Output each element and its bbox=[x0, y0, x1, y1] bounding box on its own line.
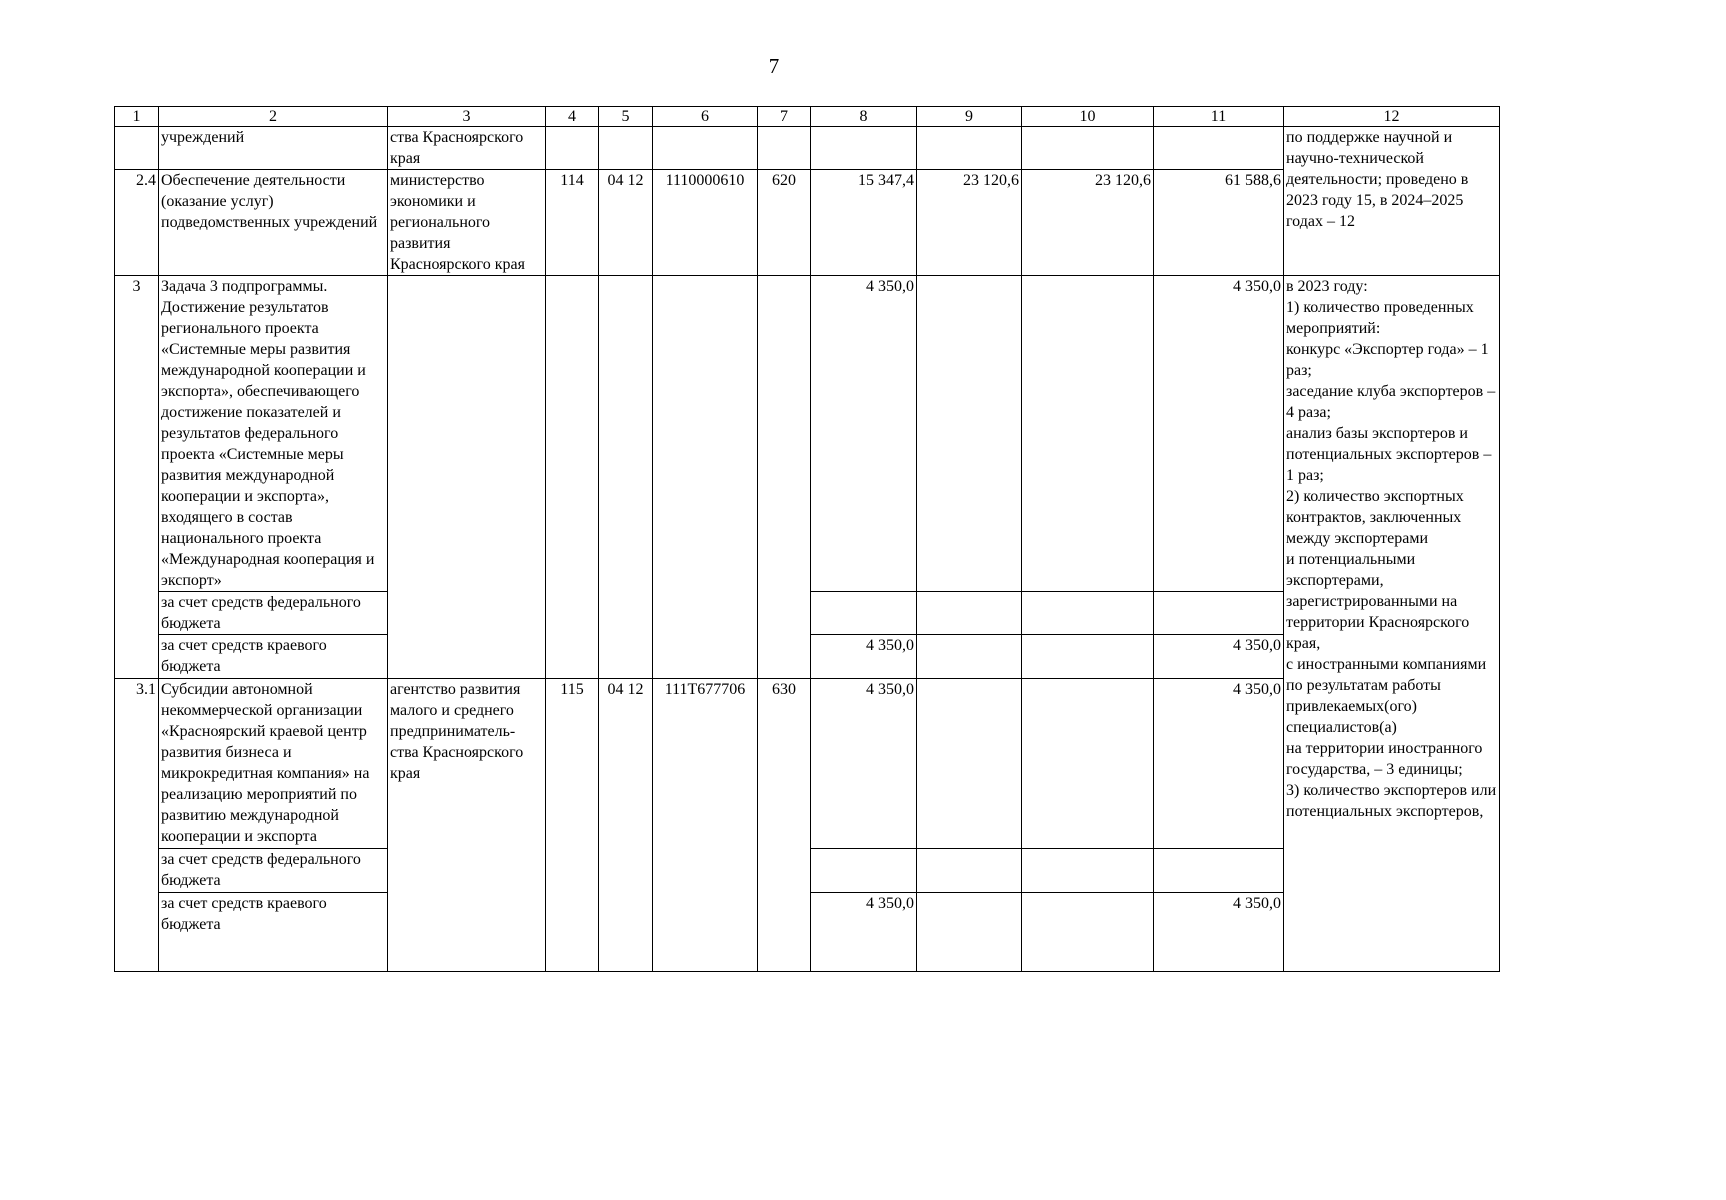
cell-grbs: 115 bbox=[546, 679, 599, 972]
cell-total: 4 350,0 bbox=[1154, 635, 1284, 679]
cell-result-top: по поддержке научной и научно-технической деятельности; проведено в 2023 году 15, в 2024–2025 годах – 12 bbox=[1284, 127, 1500, 276]
cell-2024 bbox=[917, 635, 1022, 679]
cell-vr: 620 bbox=[758, 170, 811, 276]
header-col-6: 6 bbox=[653, 107, 758, 127]
cell-rzpr: 04 12 bbox=[599, 679, 653, 972]
header-col-10: 10 bbox=[1022, 107, 1154, 127]
cell-vr: 630 bbox=[758, 679, 811, 972]
cell-name: учреждений bbox=[159, 127, 388, 170]
header-col-11: 11 bbox=[1154, 107, 1284, 127]
cell-administrator: агентство развития малого и среднего предприниматель-ства Красноярского края bbox=[388, 679, 546, 972]
cell-name: за счет средств федерального бюджета bbox=[159, 592, 388, 635]
header-row bbox=[115, 107, 1500, 127]
cell-name: за счет средств федерального бюджета bbox=[159, 849, 388, 893]
cell-2024 bbox=[917, 849, 1022, 893]
cell-number: 2.4 bbox=[115, 170, 159, 276]
cell-rzpr bbox=[599, 127, 653, 170]
cell-total: 4 350,0 bbox=[1154, 893, 1284, 972]
cell-total bbox=[1154, 592, 1284, 635]
cell-csr: 1110000610 bbox=[653, 170, 758, 276]
cell-name: за счет средств краевого бюджета bbox=[159, 893, 388, 972]
cell-grbs: 114 bbox=[546, 170, 599, 276]
cell-2024 bbox=[917, 679, 1022, 849]
cell-total: 4 350,0 bbox=[1154, 679, 1284, 849]
cell-administrator: ства Красноярского края bbox=[388, 127, 546, 170]
cell-name: Субсидии автономной некоммерческой организации «Красноярский краевой центр развития бизнеса и микрокредитная компания» на реализацию мероприятий по развитию международной кооперации и экспорта bbox=[159, 679, 388, 849]
header-col-4: 4 bbox=[546, 107, 599, 127]
cell-result-bottom: в 2023 году: 1) количество проведенных мероприятий: конкурс «Экспортер года» – 1 раз; заседание клуба экспортеров – 4 раза; анализ базы экспортеров и потенциальных экспортеров – 1 раз; 2) количество экспортных контрактов, заключенных между экспортерами и потенциальными экспортерами, зарегистрированными на территории Красноярского края, с иностранными компаниями по результатам работы привлекаемых(ого) специалистов(а) на территории иностранного государства, – 3 единицы; 3) количество экспортеров или потенциальных экспортеров, bbox=[1284, 276, 1500, 972]
header-col-8: 8 bbox=[811, 107, 917, 127]
cell-csr bbox=[653, 276, 758, 679]
cell-rzpr bbox=[599, 276, 653, 679]
page-number: 7 bbox=[768, 54, 780, 78]
cell-csr: 111Т677706 bbox=[653, 679, 758, 972]
cell-2023: 4 350,0 bbox=[811, 893, 917, 972]
cell-name: Обеспечение деятельности (оказание услуг) подведомственных учреждений bbox=[159, 170, 388, 276]
cell-grbs bbox=[546, 276, 599, 679]
cell-administrator: министерство экономики и регионального развития Красноярского края bbox=[388, 170, 546, 276]
table-row bbox=[115, 276, 1500, 592]
table-row bbox=[115, 127, 1500, 170]
program-activities-table bbox=[114, 106, 1500, 972]
cell-2025 bbox=[1022, 127, 1154, 170]
cell-total: 61 588,6 bbox=[1154, 170, 1284, 276]
cell-2023: 15 347,4 bbox=[811, 170, 917, 276]
cell-2024 bbox=[917, 276, 1022, 592]
cell-2025 bbox=[1022, 592, 1154, 635]
cell-2025 bbox=[1022, 849, 1154, 893]
cell-number bbox=[115, 127, 159, 170]
header-col-2: 2 bbox=[159, 107, 388, 127]
cell-2025 bbox=[1022, 635, 1154, 679]
cell-2023 bbox=[811, 592, 917, 635]
cell-total bbox=[1154, 849, 1284, 893]
cell-grbs bbox=[546, 127, 599, 170]
cell-number: 3 bbox=[115, 276, 159, 679]
header-col-3: 3 bbox=[388, 107, 546, 127]
cell-vr bbox=[758, 127, 811, 170]
cell-name: Задача 3 подпрограммы. Достижение результатов регионального проекта «Системные меры развития международной кооперации и экспорта», обеспечивающего достижение показателей и результатов федерального проекта «Системные меры развития международной кооперации и экспорта», входящего в состав национального проекта «Международная кооперация и экспорт» bbox=[159, 276, 388, 592]
cell-2024: 23 120,6 bbox=[917, 170, 1022, 276]
cell-csr bbox=[653, 127, 758, 170]
cell-name: за счет средств краевого бюджета bbox=[159, 635, 388, 679]
cell-total: 4 350,0 bbox=[1154, 276, 1284, 592]
cell-number: 3.1 bbox=[115, 679, 159, 972]
cell-2025 bbox=[1022, 679, 1154, 849]
header-col-5: 5 bbox=[599, 107, 653, 127]
cell-administrator bbox=[388, 276, 546, 679]
cell-vr bbox=[758, 276, 811, 679]
cell-2023 bbox=[811, 127, 917, 170]
cell-rzpr: 04 12 bbox=[599, 170, 653, 276]
header-col-9: 9 bbox=[917, 107, 1022, 127]
cell-2024 bbox=[917, 893, 1022, 972]
header-col-7: 7 bbox=[758, 107, 811, 127]
header-col-12: 12 bbox=[1284, 107, 1500, 127]
cell-2023: 4 350,0 bbox=[811, 276, 917, 592]
cell-2025 bbox=[1022, 893, 1154, 972]
cell-2023: 4 350,0 bbox=[811, 679, 917, 849]
cell-2024 bbox=[917, 127, 1022, 170]
cell-2025: 23 120,6 bbox=[1022, 170, 1154, 276]
header-col-1: 1 bbox=[115, 107, 159, 127]
cell-2023 bbox=[811, 849, 917, 893]
cell-total bbox=[1154, 127, 1284, 170]
cell-2025 bbox=[1022, 276, 1154, 592]
cell-2023: 4 350,0 bbox=[811, 635, 917, 679]
cell-2024 bbox=[917, 592, 1022, 635]
